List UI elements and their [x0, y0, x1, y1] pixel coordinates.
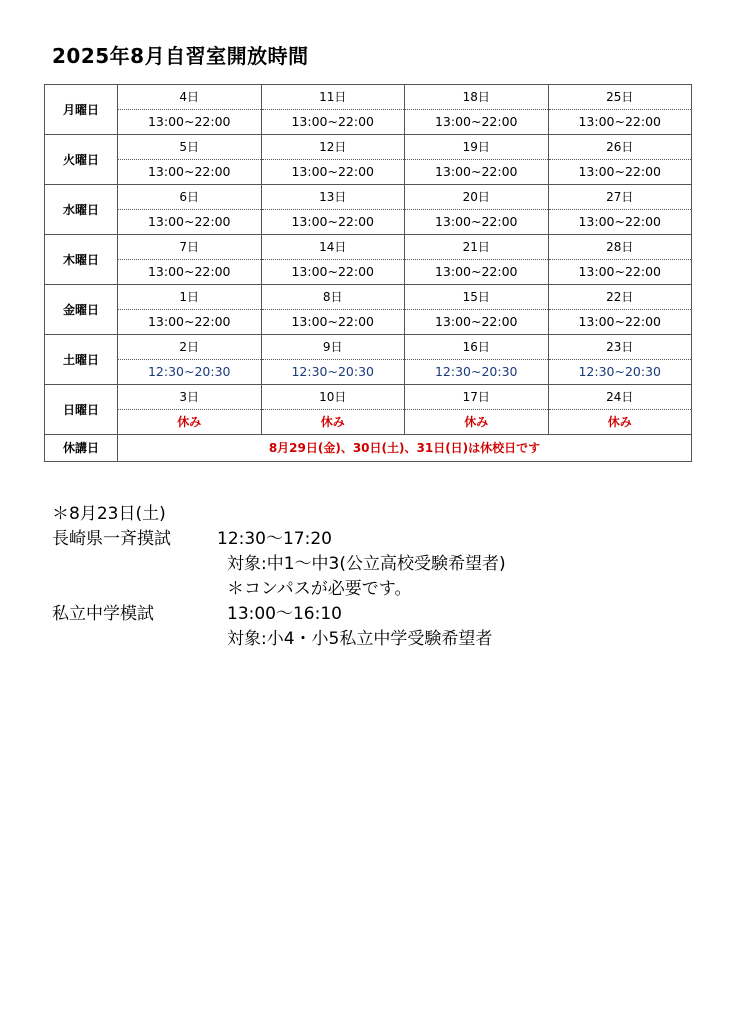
cell-time: 12:30~20:30 [578, 363, 662, 379]
schedule-cell [548, 135, 692, 185]
cell-date: 23日 [549, 335, 692, 360]
schedule-cell [548, 335, 692, 385]
cell-date: 17日 [405, 385, 548, 410]
cell-date: 16日 [405, 335, 548, 360]
cell-date: 10日 [262, 385, 405, 410]
cell-date: 20日 [405, 185, 548, 210]
cell-date: 3日 [118, 385, 261, 410]
weekday-label: 水曜日 [45, 185, 118, 235]
cell-closed: 休み [464, 415, 489, 429]
weekday-label: 土曜日 [45, 335, 118, 385]
exam-date: ＊8月23日(土) [52, 504, 166, 524]
schedule-cell [405, 335, 549, 385]
schedule-cell [118, 185, 262, 235]
schedule-cell [261, 235, 405, 285]
cell-time: 13:00~22:00 [434, 113, 518, 129]
schedule-table [44, 84, 692, 462]
schedule-cell [548, 235, 692, 285]
cell-time: 13:00~22:00 [147, 313, 231, 329]
weekday-label: 火曜日 [45, 135, 118, 185]
schedule-cell [261, 185, 405, 235]
cell-date: 24日 [549, 385, 692, 410]
cell-time: 12:30~20:30 [291, 363, 375, 379]
schedule-cell [261, 335, 405, 385]
cell-time: 13:00~22:00 [147, 113, 231, 129]
cell-time: 13:00~22:00 [434, 263, 518, 279]
exam1-note: ＊コンパスが必要です。 [227, 579, 412, 599]
holiday-note: 8月29日(金)、30日(土)、31日(日)は休校日です [118, 435, 692, 462]
weekday-label: 月曜日 [45, 85, 118, 135]
cell-date: 27日 [549, 185, 692, 210]
exam-notes [52, 502, 506, 652]
weekday-label: 木曜日 [45, 235, 118, 285]
schedule-cell [118, 385, 262, 435]
cell-date: 6日 [118, 185, 261, 210]
cell-date: 13日 [262, 185, 405, 210]
cell-time: 13:00~22:00 [434, 213, 518, 229]
schedule-cell [405, 235, 549, 285]
exam1-time: 12:30〜17:20 [217, 529, 332, 549]
schedule-cell [548, 85, 692, 135]
cell-time: 13:00~22:00 [434, 313, 518, 329]
cell-time: 13:00~22:00 [291, 263, 375, 279]
holiday-row [45, 435, 692, 462]
weekday-label: 金曜日 [45, 285, 118, 335]
cell-closed: 休み [607, 415, 632, 429]
cell-time: 12:30~20:30 [147, 363, 231, 379]
exam2-target-row [52, 627, 506, 652]
cell-time: 13:00~22:00 [578, 163, 662, 179]
schedule-cell [405, 385, 549, 435]
schedule-row [45, 285, 692, 335]
cell-date: 18日 [405, 85, 548, 110]
cell-date: 9日 [262, 335, 405, 360]
schedule-cell [405, 135, 549, 185]
exam1-name: 長崎県一斉摸試 [52, 529, 171, 549]
cell-date: 7日 [118, 235, 261, 260]
schedule-row [45, 385, 692, 435]
cell-date: 21日 [405, 235, 548, 260]
exam1-target: 対象:中1〜中3(公立高校受験希望者) [227, 554, 506, 574]
cell-time: 13:00~22:00 [291, 113, 375, 129]
cell-time: 12:30~20:30 [434, 363, 518, 379]
cell-date: 19日 [405, 135, 548, 160]
schedule-row [45, 235, 692, 285]
cell-date: 26日 [549, 135, 692, 160]
schedule-cell [405, 185, 549, 235]
cell-date: 4日 [118, 85, 261, 110]
page-title: 2025年8月自習室開放時間 [52, 44, 309, 68]
schedule-cell [118, 285, 262, 335]
schedule-cell [118, 235, 262, 285]
schedule-cell [548, 285, 692, 335]
cell-time: 13:00~22:00 [291, 163, 375, 179]
schedule-cell [118, 85, 262, 135]
schedule-cell [118, 335, 262, 385]
cell-time: 13:00~22:00 [291, 313, 375, 329]
cell-time: 13:00~22:00 [434, 163, 518, 179]
schedule-row [45, 185, 692, 235]
cell-date: 14日 [262, 235, 405, 260]
cell-time: 13:00~22:00 [578, 213, 662, 229]
cell-closed: 休み [177, 415, 202, 429]
cell-time: 13:00~22:00 [147, 213, 231, 229]
cell-date: 1日 [118, 285, 261, 310]
exam2-row [52, 602, 506, 627]
schedule-row [45, 135, 692, 185]
weekday-label: 日曜日 [45, 385, 118, 435]
exam-date-row [52, 502, 506, 527]
cell-time: 13:00~22:00 [291, 213, 375, 229]
exam1-row [52, 527, 506, 552]
cell-date: 22日 [549, 285, 692, 310]
schedule-cell [548, 185, 692, 235]
cell-time: 13:00~22:00 [147, 163, 231, 179]
holiday-label: 休講日 [45, 435, 118, 462]
cell-time: 13:00~22:00 [147, 263, 231, 279]
schedule-cell [261, 285, 405, 335]
cell-date: 25日 [549, 85, 692, 110]
schedule-row [45, 335, 692, 385]
cell-date: 12日 [262, 135, 405, 160]
schedule-cell [261, 85, 405, 135]
cell-date: 2日 [118, 335, 261, 360]
schedule-cell [405, 85, 549, 135]
exam2-time: 13:00〜16:10 [227, 604, 342, 624]
exam2-target: 対象:小4・小5私立中学受験希望者 [227, 629, 493, 649]
exam1-note-row [52, 577, 506, 602]
cell-time: 13:00~22:00 [578, 263, 662, 279]
schedule-cell [261, 135, 405, 185]
cell-time: 13:00~22:00 [578, 313, 662, 329]
cell-date: 8日 [262, 285, 405, 310]
schedule-cell [261, 385, 405, 435]
cell-date: 11日 [262, 85, 405, 110]
schedule-cell [548, 385, 692, 435]
schedule-cell [118, 135, 262, 185]
cell-closed: 休み [320, 415, 345, 429]
cell-time: 13:00~22:00 [578, 113, 662, 129]
schedule-cell [405, 285, 549, 335]
cell-date: 5日 [118, 135, 261, 160]
cell-date: 15日 [405, 285, 548, 310]
schedule-row [45, 85, 692, 135]
exam1-target-row [52, 552, 506, 577]
cell-date: 28日 [549, 235, 692, 260]
exam2-name: 私立中学模試 [52, 604, 154, 624]
